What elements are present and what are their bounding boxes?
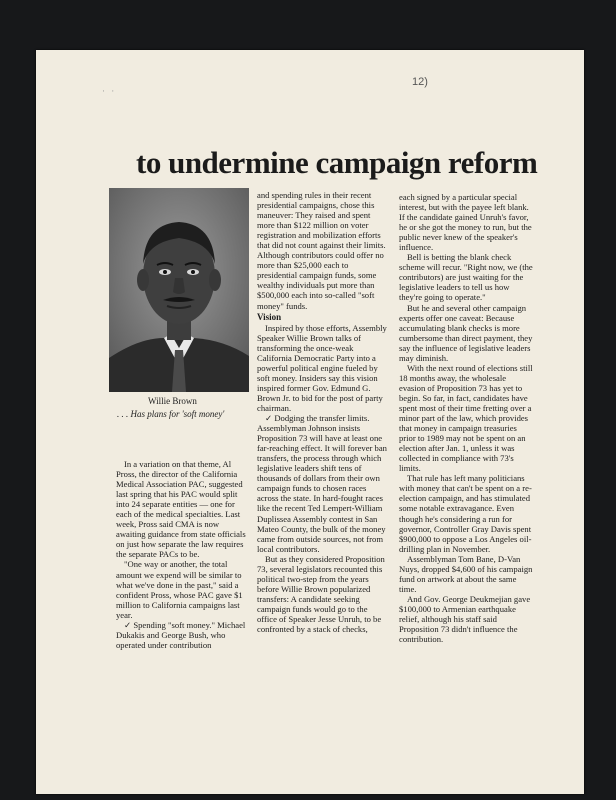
headline: to undermine campaign reform: [136, 145, 538, 180]
photo-caption-subtitle: . . . Has plans for 'soft money': [117, 409, 225, 419]
photo-caption-name: Willie Brown: [148, 396, 197, 406]
paragraph: But he and several other campaign experts offer one caveat: Because accumulating blank checks is more cumbersome than direct payment, they say the influence of legislative leaders may diminish.: [399, 302, 533, 363]
willie-brown-photo: [109, 188, 249, 392]
subheading-vision: Vision: [257, 311, 282, 322]
paragraph: ✓ Spending "soft money." Michael Dukakis and George Bush, who operated under contribution: [116, 619, 246, 650]
paragraph: But as they considered Proposition 73, several legislators recounted this political two-step from the years before Willie Brown popularized transfers: A candidate seeking campaign funds would go to the office of Speaker Jesse Unruh, to be confronted by a stack of checks,: [257, 553, 385, 635]
paragraph: And Gov. George Deukmejian gave $100,000 to Armenian earthquake relief, although his staff said Proposition 73 didn't influence the contribution.: [399, 593, 531, 645]
page-number: 12): [412, 76, 428, 88]
paragraph: each signed by a particular special interest, but with the payee left blank. If the candidate gained Unruh's favor, he or she got the money to run, but the public never knew of the speaker's influence.: [399, 192, 532, 253]
article-column-2: [257, 190, 387, 634]
paragraph: and spending rules in their recent presidential campaigns, chose this maneuver: They raised and spent more than $122 million on voter registration and mobilization efforts that did not count against their limits. Although contributors could offer no more than $25,000 each to presidential campaign funds, some wealthy individuals put more than $500,000 each into so-called "soft money" funds.: [257, 190, 386, 311]
paragraph: In a variation on that theme, Al Pross, the director of the California Medical Association PAC, suggested last spring that his PAC would split into 24 separate entities — one for each of the medical specialties. Last week, Pross said CMA is now awaiting guidance from state officials on just how separate the law requires the separate PACs to be.: [116, 459, 246, 560]
paragraph: Bell is betting the blank check scheme will recur. "Right now, we (the contributors) are just waiting for the legislative leaders to tell us how they're going to operate.": [399, 252, 533, 303]
scan-specks: · ·: [102, 86, 117, 96]
article-column-1: [116, 459, 248, 650]
article-column-3: [399, 192, 533, 644]
paragraph: With the next round of elections still 18 months away, the wholesale evasion of Proposition 73 has yet to begin. So far, in fact, candidates have spent most of their time fretting over a minor part of the law, which provides that money in campaign treasuries prior to 1989 may not be spent on an election after Jan. 1, unless it was collected in compliance with 73's limits.: [399, 362, 533, 474]
paragraph: ✓ Dodging the transfer limits. Assemblyman Johnson insists Proposition 73 will have at least one far-reaching effect. It will forever ban transfers, the process through which legislative leaders shift tens of thousands of dollars from their own campaign funds to chosen races across the state. In hard-fought races like the recent Ted Lempert-William Duplissea Assembly contest in San Mateo County, the bulk of the money came from outside sources, not from local contributors.: [257, 413, 387, 554]
paragraph: That rule has left many politicians with money that can't be spent on a re-election campaign, and has stimulated some notable extravagance. Even though he's considering a run for governor, Controller Gray Davis spent $900,000 to oppose a Los Angeles oil-drilling plan in November.: [399, 473, 532, 554]
paragraph: Inspired by those efforts, Assembly Speaker Willie Brown talks of transforming the once-weak California Democratic Party into a powerful political engine fueled by soft money. Insiders say this vision inspired former Gov. Edmund G. Brown Jr. to bid for the post of party chairman.: [257, 322, 387, 413]
portrait-illustration: [109, 188, 249, 392]
paragraph: Assemblyman Tom Bane, D-Van Nuys, dropped $4,600 of his campaign fund on artwork at about the same time.: [399, 553, 533, 594]
paragraph: "One way or another, the total amount we expend will be similar to what we've done in the past," said a confident Pross, whose PAC gave $1 million to California campaigns last year.: [116, 559, 243, 620]
